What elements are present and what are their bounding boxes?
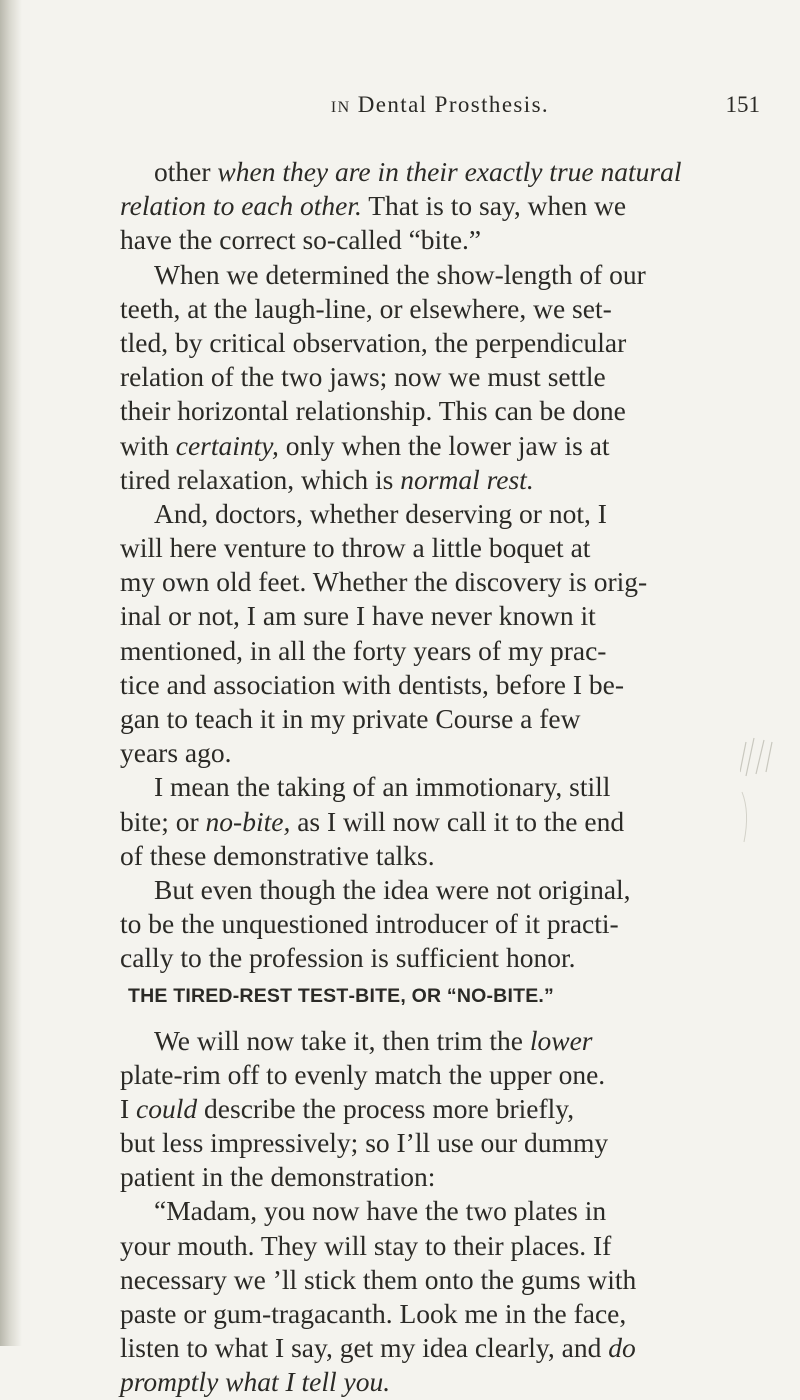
italic-text-run: when they are in their exactly true natural: [217, 156, 682, 187]
page-spine-shadow: [0, 0, 22, 1346]
text-run: plate‑rim off to evenly match the upper one.: [120, 1058, 606, 1090]
text-run: only when the lower jaw is at: [278, 429, 610, 461]
text-line: [120, 531, 760, 565]
text-run: years ago.: [120, 737, 232, 769]
text-line: [120, 668, 760, 702]
text-line: [120, 1126, 760, 1160]
text-line: [120, 1160, 760, 1194]
text-run: I: [120, 1092, 137, 1124]
running-head-title: [120, 92, 760, 118]
text-run: That is to say, when we: [361, 190, 627, 222]
text-line: [120, 326, 760, 360]
text-run: And, doctors, whether deserving or not, I: [154, 497, 607, 529]
text-run: We will now take it, then trim the: [154, 1024, 530, 1056]
text-line: [120, 1058, 760, 1092]
running-head-book-title: Dental Prosthesis.: [357, 92, 550, 117]
italic-text-run: lower: [529, 1024, 593, 1056]
text-run: listen to what I say, get my idea clearly, and: [120, 1332, 609, 1364]
italic-text-run: do: [608, 1332, 636, 1364]
text-run: When we determined the show‑length of our: [154, 258, 646, 290]
italic-text-run: promptly what I tell you.: [120, 1366, 391, 1398]
page-number: 151: [725, 92, 760, 117]
text-run: their horizontal relationship. This can be done: [120, 395, 626, 427]
running-head-prefix: IN: [330, 99, 351, 116]
italic-text-run: certainty,: [175, 429, 279, 461]
text-run: mentioned, in all the forty years of my prac-: [120, 634, 607, 666]
text-line: [120, 770, 760, 804]
text-line: [120, 1092, 760, 1126]
text-run: I mean the taking of an immotionary, still: [154, 771, 611, 803]
text-run: of these demonstrative talks.: [120, 839, 435, 871]
text-line: [120, 805, 760, 839]
text-run: But even though the idea were not original,: [154, 873, 631, 905]
text-run: paste or gum-tragacanth. Look me in the face,: [120, 1298, 627, 1329]
text-line: [120, 189, 760, 223]
text-run: relation of the two jaws; now we must settle: [120, 361, 606, 393]
margin-pencil-marks: [740, 732, 800, 852]
text-line: [120, 1194, 760, 1228]
text-line: [120, 1229, 760, 1263]
text-run: as I will now call it to the end: [290, 805, 625, 837]
text-run: necessary we ’ll stick them onto the gums with: [120, 1263, 637, 1295]
text-line: [120, 292, 760, 326]
text-line: [120, 634, 760, 668]
italic-text-run: relation to each other.: [120, 190, 362, 222]
text-line: [120, 565, 760, 599]
text-line: [120, 360, 760, 394]
text-line: [120, 873, 760, 907]
text-line: [120, 702, 760, 736]
text-run: to be the unquestioned introducer of it practi-: [120, 908, 619, 940]
text-line: [120, 1331, 760, 1365]
text-line: [120, 907, 760, 941]
text-run: teeth, at the laugh‑line, or elsewhere, we set-: [120, 292, 612, 324]
text-line: [120, 463, 760, 497]
text-line: [120, 155, 760, 189]
text-run: patient in the demonstration:: [120, 1161, 436, 1193]
text-run: your mouth. They will stay to their places. If: [120, 1229, 612, 1261]
text-line: [120, 941, 760, 975]
text-line: [120, 1365, 760, 1399]
italic-text-run: normal rest.: [400, 463, 534, 495]
text-line: [120, 394, 760, 428]
text-run: tled, by critical observation, the perpendicular: [120, 326, 627, 358]
text-run: will here venture to throw a little boquet at: [120, 532, 591, 564]
text-run: tice and association with dentists, before I be-: [120, 668, 625, 700]
text-line: [120, 1297, 760, 1331]
text-line: [120, 497, 760, 531]
italic-text-run: no‑bite,: [205, 805, 291, 837]
text-line: [120, 429, 760, 463]
text-line: [120, 599, 760, 633]
text-line: [120, 1263, 760, 1297]
text-run: “Madam, you now have the two plates in: [154, 1195, 607, 1227]
section-heading: THE TIRED‑REST TEST‑BITE, OR “NO‑BITE.”: [128, 984, 554, 1007]
text-run: gan to teach it in my private Course a few: [120, 703, 581, 734]
text-line: [120, 839, 760, 873]
text-run: other: [154, 156, 218, 187]
text-line: [120, 223, 760, 257]
text-run: describe the process more briefly,: [197, 1092, 575, 1124]
text-run: but less impressively; so I’ll use our dummy: [120, 1127, 609, 1159]
text-run: cally to the profession is sufficient honor.: [120, 942, 576, 974]
text-line: [120, 736, 760, 770]
text-run: my own old feet. Whether the discovery is orig-: [120, 566, 648, 598]
italic-text-run: could: [136, 1092, 198, 1124]
text-run: bite; or: [120, 805, 206, 837]
text-run: tired relaxation, which is: [120, 463, 401, 495]
text-line: [120, 1024, 760, 1058]
running-head: [120, 92, 760, 132]
body-text: [120, 155, 760, 1400]
text-run: have the correct so‑called “bite.”: [120, 224, 482, 256]
text-line: [120, 258, 760, 292]
text-run: inal or not, I am sure I have never known it: [120, 600, 596, 632]
text-run: with: [120, 429, 176, 461]
